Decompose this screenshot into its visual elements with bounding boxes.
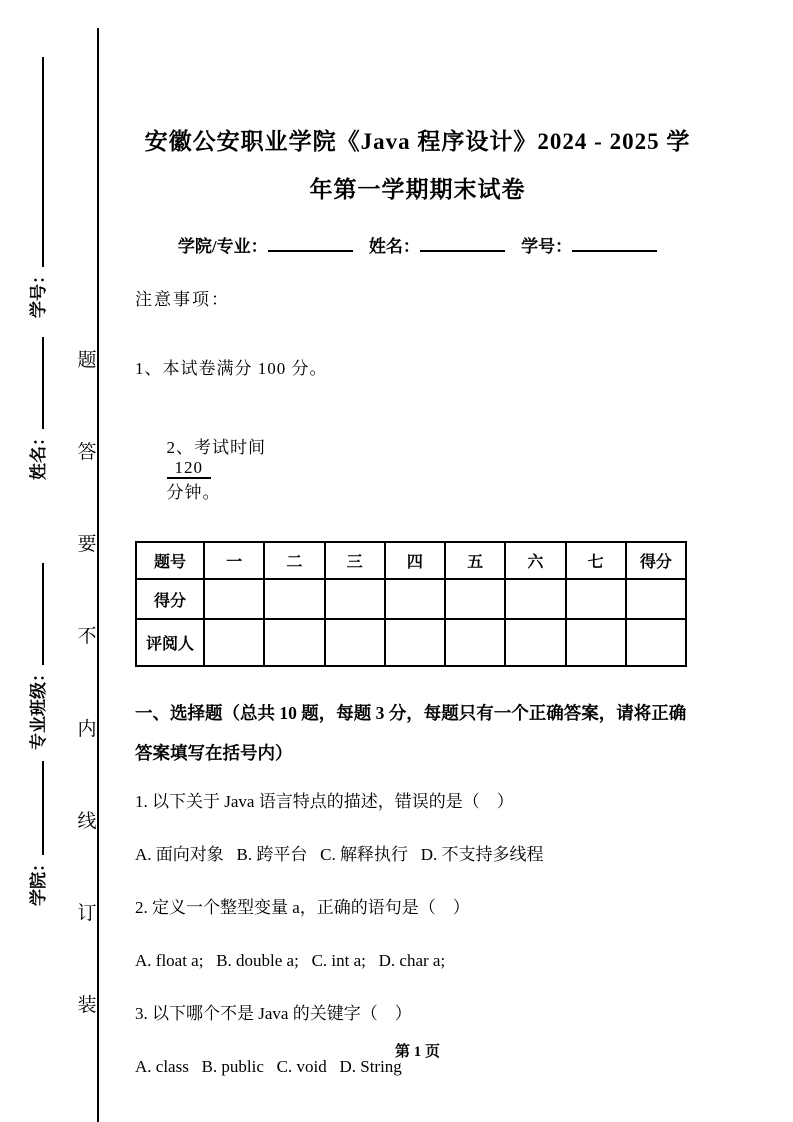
score-table-header-cell: 七 (566, 542, 626, 579)
margin-student-id-field (24, 57, 54, 318)
grader-cell (204, 619, 264, 666)
grader-cell (264, 619, 324, 666)
question-1-options: A. 面向对象 B. 跨平台 C. 解释执行 D. 不支持多线程 (135, 845, 544, 864)
binding-char: 题 (77, 350, 97, 371)
student-info-line (135, 232, 700, 257)
score-table-header-cell: 题号 (136, 542, 204, 579)
score-cell (325, 579, 385, 619)
margin-college-label: 学院： (29, 855, 48, 906)
info-id-blank (572, 235, 657, 252)
margin-college-field (24, 761, 54, 906)
grader-row-label: 评阅人 (136, 619, 204, 666)
score-cell (445, 579, 505, 619)
margin-student-id-label: 学号： (29, 267, 48, 318)
exam-duration-value: 120 (167, 458, 212, 479)
info-college-blank (268, 235, 353, 252)
margin-college-blank (26, 761, 44, 855)
score-table-header-cell: 五 (445, 542, 505, 579)
margin-name-blank (26, 337, 44, 429)
score-table-header-cell: 得分 (626, 542, 686, 579)
margin-student-id-blank (26, 57, 44, 267)
binding-char: 线 (77, 810, 97, 832)
score-table-header-cell: 一 (204, 542, 264, 579)
notice-item-2 (135, 413, 700, 523)
binding-char: 订 (77, 902, 97, 924)
grader-cell (505, 619, 565, 666)
margin-class-blank (26, 563, 44, 665)
score-table-header-cell: 四 (385, 542, 445, 579)
margin-name-field (24, 337, 54, 480)
binding-char: 不 (77, 626, 97, 648)
question-2-options: A. float a; B. double a; C. int a; D. char a; (135, 951, 446, 970)
score-cell (626, 579, 686, 619)
grader-cell (325, 619, 385, 666)
info-college-label: 学院/专业： (177, 237, 268, 256)
question-1-text: 1. 以下关于 Java 语言特点的描述，错误的是（ ） (135, 792, 514, 811)
question-2-text: 2. 定义一个整型变量 a，正确的语句是（ ） (135, 898, 470, 917)
exam-title-line1: 安徽公安职业学院《Java 程序设计》2024 - 2025 学 (144, 129, 691, 154)
question-3-options: A. class B. public C. void D. String (135, 1057, 402, 1076)
notices-heading: 注意事项： (135, 290, 230, 309)
binding-char: 答 (77, 442, 97, 464)
grader-cell (445, 619, 505, 666)
score-table-header-row (136, 542, 686, 579)
info-id-label: 学号： (521, 237, 573, 256)
notice-item-2-prefix: 2、考试时间 (166, 438, 266, 457)
margin-class-label: 专业班级： (29, 665, 48, 750)
binding-char: 装 (77, 994, 97, 1016)
grader-cell (626, 619, 686, 666)
margin-name-label: 姓名： (29, 429, 48, 480)
exam-title (135, 118, 700, 214)
score-cell (204, 579, 264, 619)
section1-heading: 一、选择题（总共 10 题，每题 3 分，每题只有一个正确答案，请将正确答案填写在括号内） (135, 703, 687, 763)
exam-content (135, 118, 700, 1080)
score-cell (264, 579, 324, 619)
notice-item-1: 1、本试卷满分 100 分。 (135, 359, 328, 378)
grader-cell (385, 619, 445, 666)
binding-char: 内 (77, 718, 97, 740)
margin-class-field (24, 563, 54, 750)
score-table-score-row (136, 579, 686, 619)
score-row-label: 得分 (136, 579, 204, 619)
info-name-blank (420, 235, 505, 252)
score-table-header-cell: 六 (505, 542, 565, 579)
question-3-text: 3. 以下哪个不是 Java 的关键字（ ） (135, 1004, 412, 1023)
exam-title-line2: 年第一学期期末试卷 (309, 177, 526, 202)
score-table (135, 541, 687, 667)
page-number: 第 1 页 (394, 1044, 440, 1060)
binding-char: 要 (77, 534, 97, 556)
info-name-label: 姓名： (368, 237, 420, 256)
score-cell (385, 579, 445, 619)
binding-notice-characters (76, 345, 98, 1017)
grader-cell (566, 619, 626, 666)
score-table-grader-row (136, 619, 686, 666)
score-table-header-cell: 二 (264, 542, 324, 579)
score-table-header-cell: 三 (325, 542, 385, 579)
notice-item-2-suffix: 分钟。 (166, 483, 221, 502)
score-cell (505, 579, 565, 619)
score-cell (566, 579, 626, 619)
